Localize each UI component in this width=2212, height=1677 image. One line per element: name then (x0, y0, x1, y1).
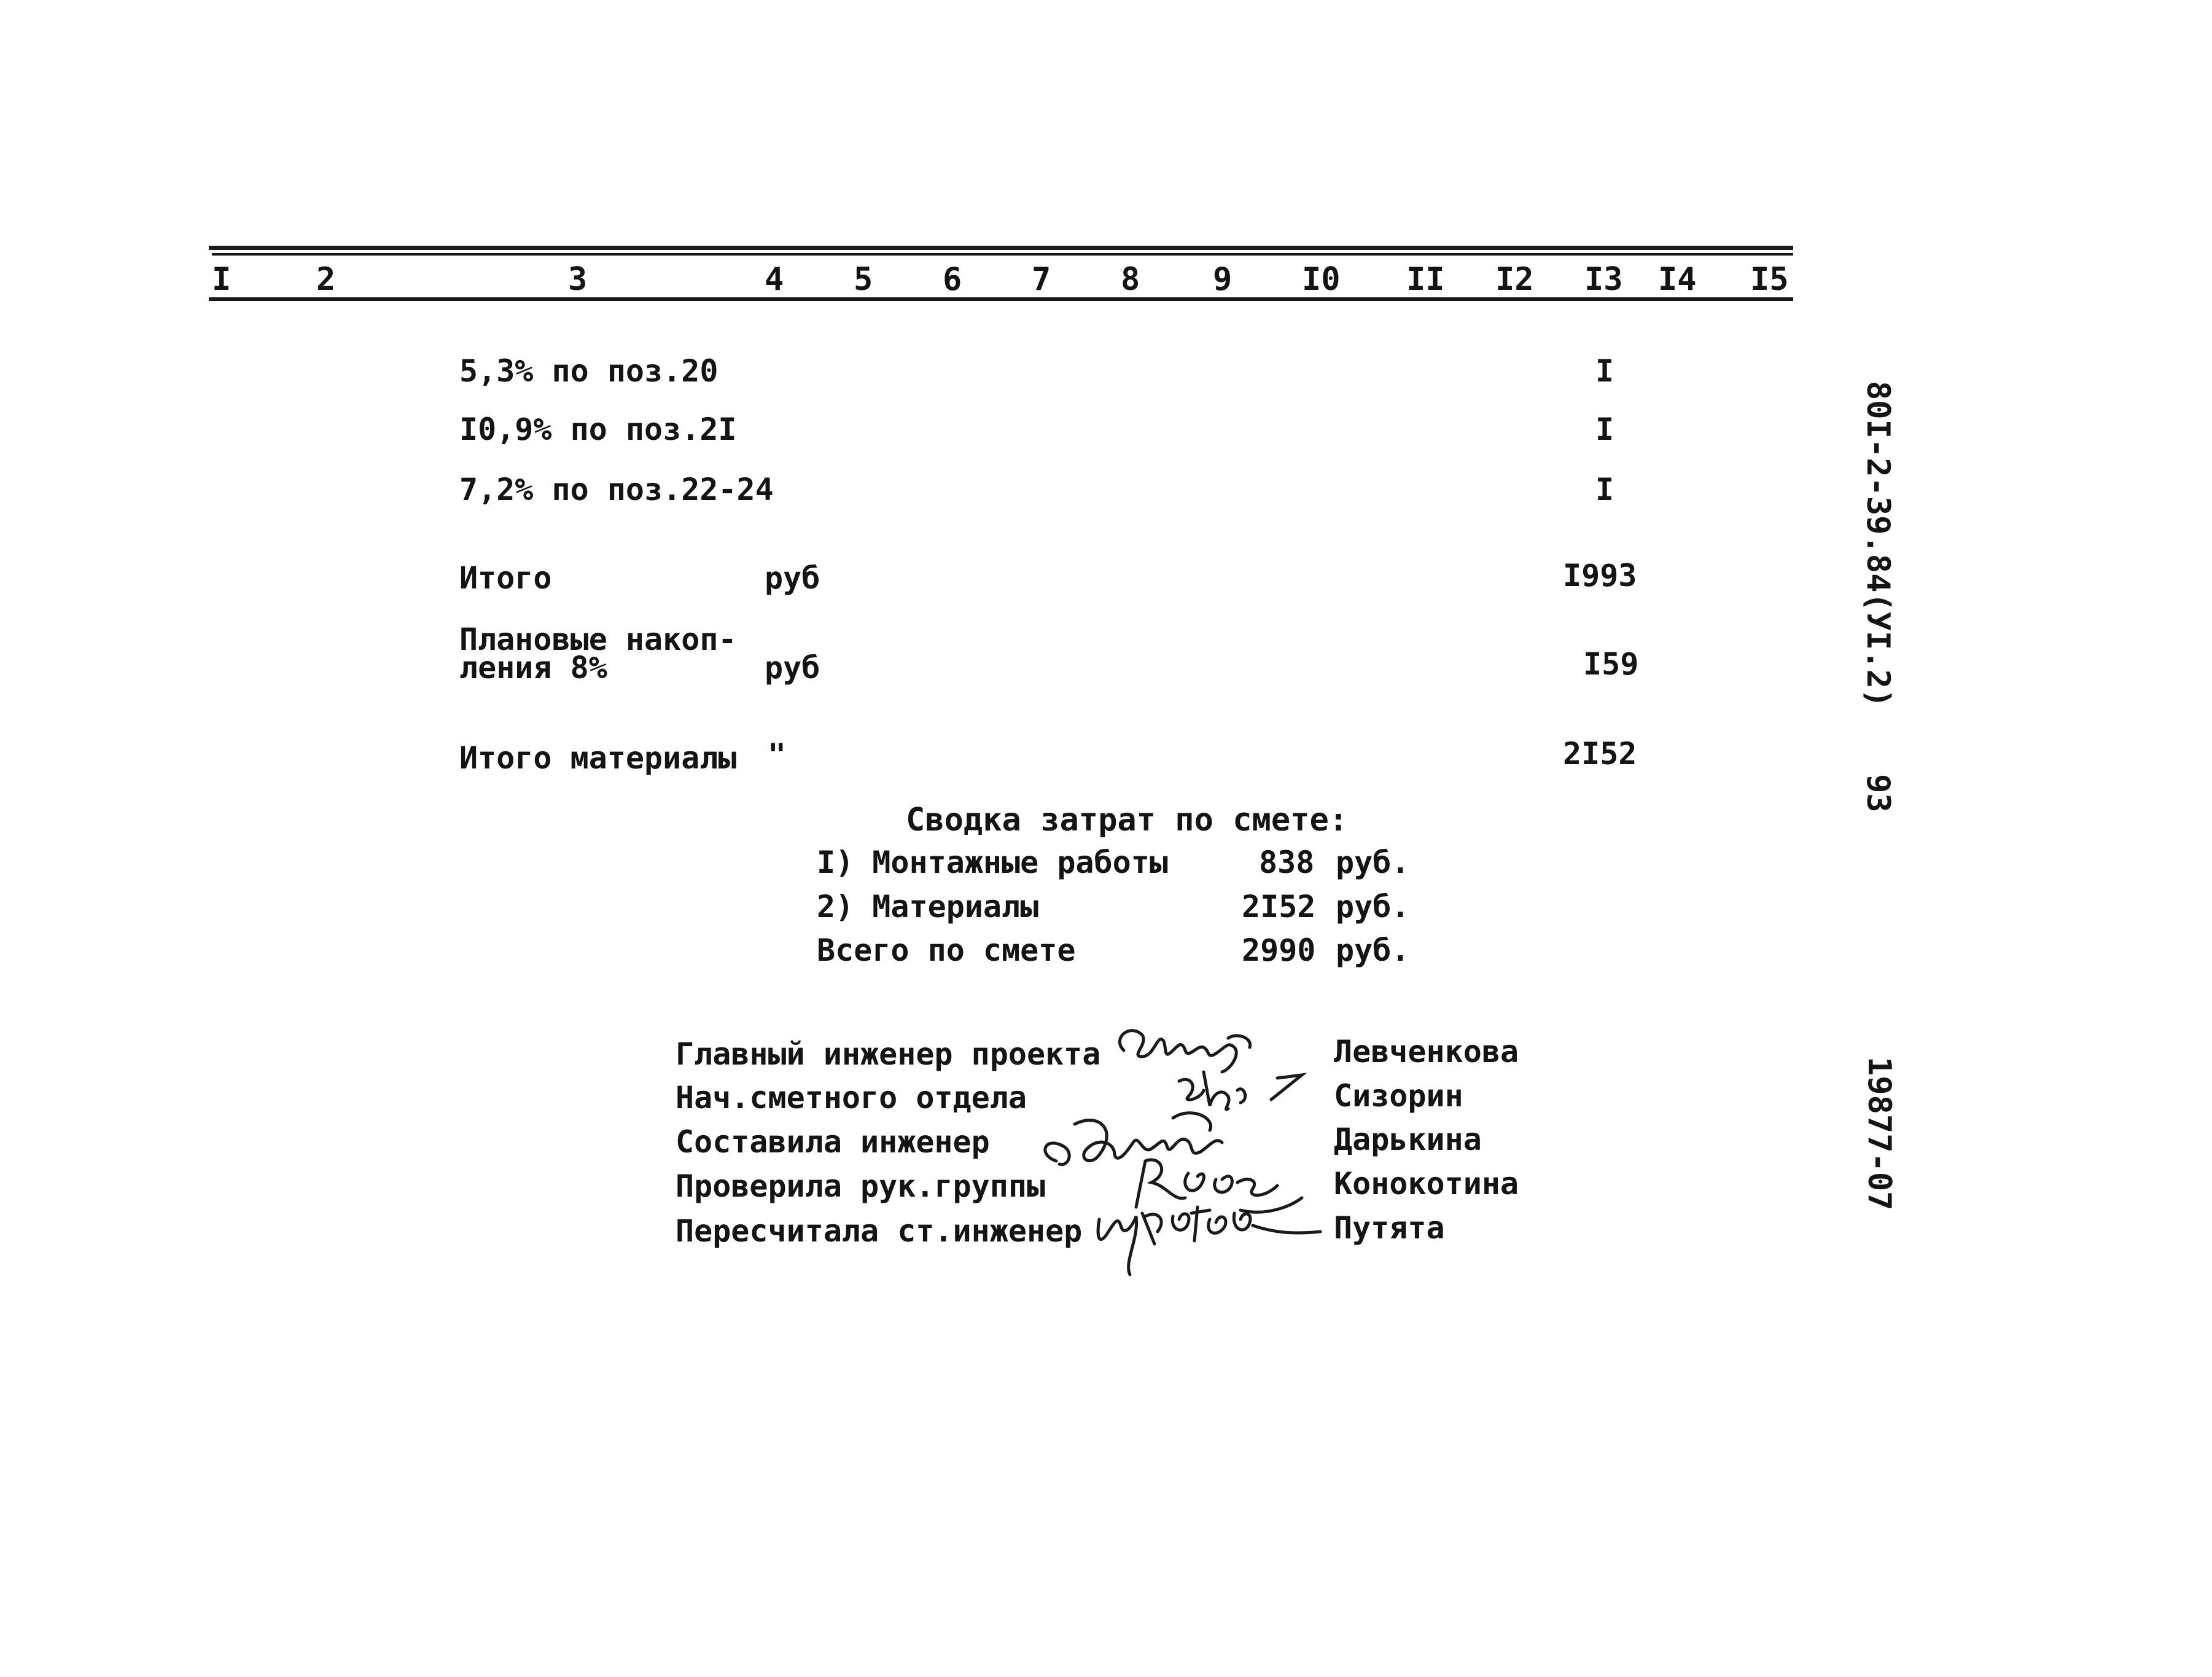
signature-name: Сизорин (1334, 1078, 1463, 1114)
page-number: 93 (1860, 774, 1896, 813)
row-value: I (1595, 472, 1614, 507)
column-number: I (212, 261, 232, 298)
column-number: 6 (943, 261, 962, 298)
column-number: 7 (1032, 261, 1051, 298)
summary-item-label: I) Монтажные работы (817, 845, 1168, 880)
archive-number: 19877-07 (1861, 1057, 1898, 1211)
summary-item-amount: 2I52 (1242, 889, 1316, 925)
signature-role: Пересчитала ст.инженер (676, 1213, 1083, 1249)
row-description: Итого материалы (459, 740, 737, 776)
row-description: 7,2% по поз.22-24 (459, 472, 774, 507)
row-description: I0,9% по поз.2I (459, 412, 737, 447)
row-description: Плановые накоп- (459, 622, 737, 657)
summary-item-unit: руб. (1336, 889, 1410, 925)
row-value: I59 (1583, 646, 1639, 682)
column-number: 5 (854, 261, 873, 298)
column-number: 3 (568, 261, 588, 298)
column-number: I5 (1750, 261, 1789, 298)
row-value: I (1595, 353, 1614, 389)
signature-role: Проверила рук.группы (676, 1168, 1046, 1204)
signature-role: Главный инженер проекта (676, 1036, 1101, 1072)
row-unit: " (768, 737, 787, 773)
column-number: 9 (1213, 261, 1233, 298)
row-value: 2I52 (1563, 736, 1637, 772)
document-code: 80I-2-39.84(УI.2) (1860, 381, 1896, 708)
column-number: I4 (1658, 261, 1697, 298)
column-number: I3 (1584, 261, 1623, 298)
signature-role: Нач.сметного отдела (676, 1080, 1027, 1116)
row-value: I (1595, 412, 1614, 447)
signature-name: Конокотина (1334, 1166, 1519, 1202)
column-number: I2 (1495, 261, 1534, 298)
header-top-rule (209, 246, 1793, 250)
summary-title: Сводка затрат по смете: (906, 802, 1349, 838)
row-description: Итого (459, 560, 552, 596)
signature-name: Путята (1334, 1210, 1445, 1246)
column-number: II (1406, 261, 1445, 298)
summary-total-amount: 2990 (1242, 932, 1316, 968)
handwritten-signature (1087, 1189, 1345, 1281)
column-number: 2 (316, 261, 336, 298)
row-value: I993 (1563, 558, 1637, 593)
summary-item-amount: 838 (1259, 845, 1315, 880)
row-unit: руб (765, 560, 820, 596)
summary-item-unit: руб. (1336, 845, 1410, 880)
row-unit: руб (765, 650, 820, 686)
header-bottom-rule (209, 297, 1793, 301)
summary-item-label: 2) Материалы (817, 889, 1039, 925)
column-number: 8 (1121, 261, 1140, 298)
summary-total-unit: руб. (1336, 932, 1410, 968)
column-number: 4 (765, 261, 784, 298)
signature-role: Составила инженер (676, 1124, 990, 1160)
column-number: I0 (1302, 261, 1341, 298)
row-description-cont: ления 8% (459, 650, 607, 686)
header-top-rule-inner (212, 253, 1793, 256)
signature-name: Дарькина (1334, 1122, 1482, 1157)
signature-name: Левченкова (1334, 1034, 1519, 1069)
summary-total-label: Всего по смете (817, 932, 1076, 968)
row-description: 5,3% по поз.20 (459, 353, 719, 389)
